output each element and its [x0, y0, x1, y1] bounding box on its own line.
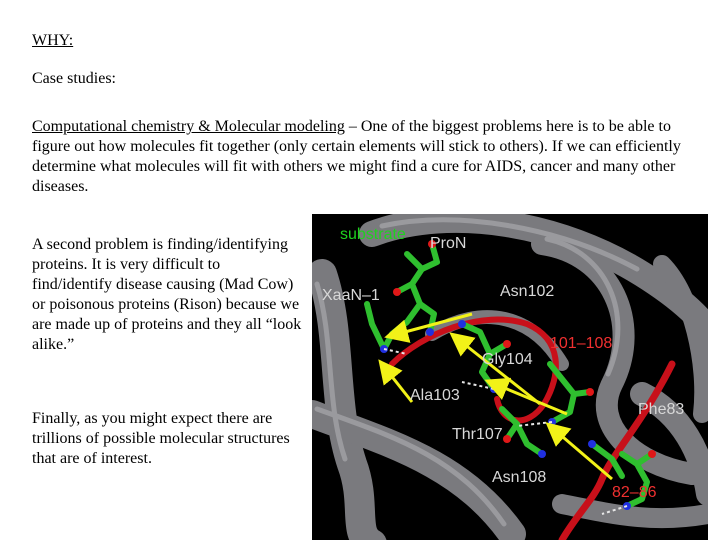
- label-phe83: Phe83: [638, 401, 685, 418]
- label-asn102: Asn102: [500, 283, 555, 300]
- molecule-render: [312, 214, 708, 540]
- protein-structure-figure: [312, 214, 708, 540]
- slide-heading: WHY:: [32, 32, 74, 49]
- label-gly104: Gly104: [482, 351, 533, 368]
- case-studies-label: Case studies:: [32, 70, 116, 87]
- label-asn108: Asn108: [492, 469, 547, 486]
- paragraph-molecular-structures: Finally, as you might expect there are trillions of possible molecular structures that are of interest.: [32, 410, 290, 467]
- label-ala103: Ala103: [410, 387, 460, 404]
- label-substrate: substrate: [340, 226, 406, 243]
- label-xaan: XaaN–1: [322, 287, 380, 304]
- label-pron: ProN: [430, 235, 467, 252]
- label-101-108: 101–108: [550, 335, 613, 352]
- paragraph-body: – One of the biggest problems here is to be able to figure out how molecules fit together (only certain elements will stick to others). If we can efficiently determine what molecules will fit with others we might find a cure for AIDS, cancer and many other diseases.: [32, 118, 681, 195]
- topic-link[interactable]: Computational chemistry & Molecular modeling: [32, 118, 345, 135]
- paragraph-molecular-modeling: [32, 117, 692, 197]
- paragraph-protein-identification: A second problem is finding/identifying proteins. It is very difficult to find/identify disease causing (Mad Cow) or poisonous proteins (Rison) because we are made up of proteins and they all “look alike.”: [32, 236, 302, 353]
- label-thr107: Thr107: [452, 426, 503, 443]
- label-82-86: 82–86: [612, 484, 657, 501]
